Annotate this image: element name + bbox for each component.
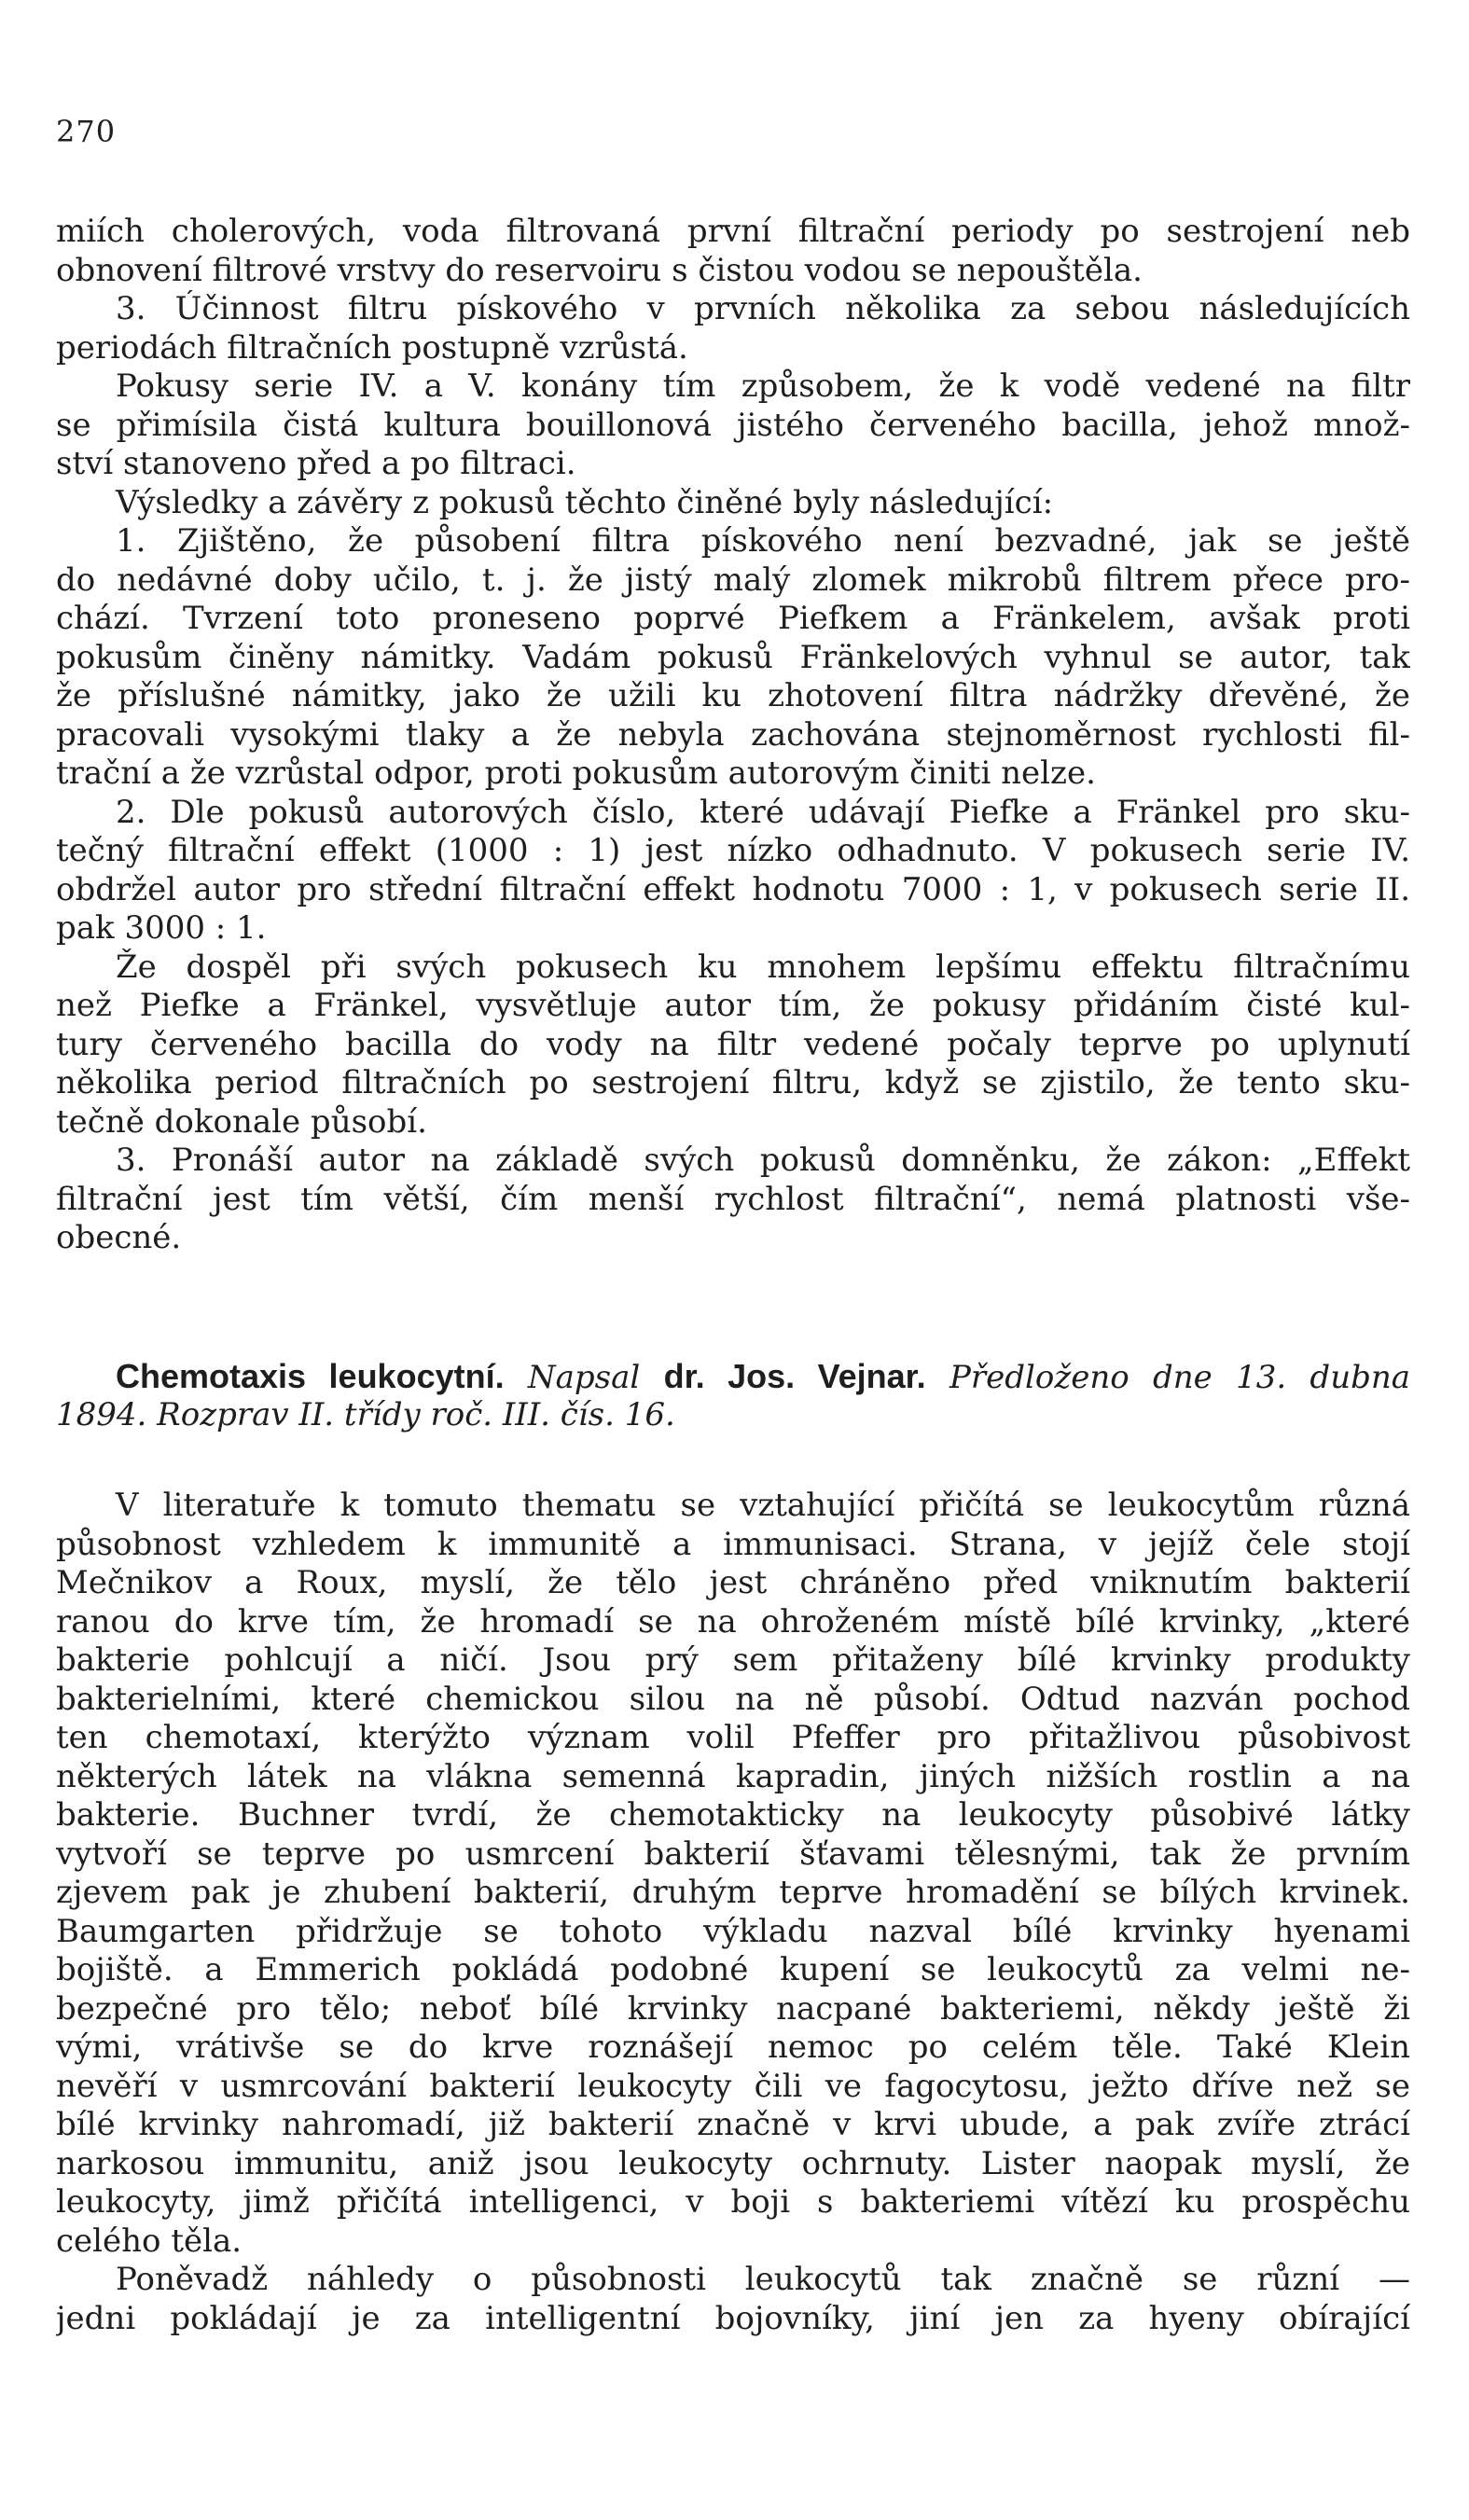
text-line: bakterielními, které chemickou silou na ně působí. Odtud nazván pochod xyxy=(56,1680,1410,1718)
text-line: Pokusy serie IV. a V. konány tím způsobem, že k vodě vedené na filtr xyxy=(116,367,1410,405)
text-line: Mečnikov a Roux, myslí, že tělo jest chráněno před vniknutím bakterií xyxy=(56,1564,1410,1601)
text-line: 2. Dle pokusů autorových číslo, které udávají Piefke a Fränkel pro sku- xyxy=(116,793,1410,831)
article-continuation xyxy=(56,213,1410,1258)
text-line: Poněvadž náhledy o působnosti leukocytů tak značně se různí — xyxy=(116,2261,1410,2298)
text-line: vými, vrátivše se do krve roznášejí nemoc po celém těle. Také Klein xyxy=(56,2028,1410,2066)
text-line: obdržel autor pro střední filtrační effekt hodnotu 7000 : 1, v pokusech serie II. xyxy=(56,870,1410,908)
text-line: tečně dokonale působí. xyxy=(56,1102,427,1141)
text-line: periodách filtračních postupně vzrůstá. xyxy=(56,328,688,367)
text-line: bakterie pohlcují a ničí. Jsou prý sem přitaženy bílé krvinky produkty xyxy=(56,1641,1410,1679)
article-body xyxy=(56,1487,1410,2338)
article-heading-line-1 xyxy=(56,1357,1410,1396)
article-chemotaxis xyxy=(56,1357,1410,2338)
text-line: narkosou immunitu, aniž jsou leukocyty ochrnuty. Lister naopak myslí, že xyxy=(56,2144,1410,2182)
text-line: obecné. xyxy=(56,1219,182,1256)
article-title: Chemotaxis leukocytní. xyxy=(116,1357,505,1395)
text-line: některých látek na vlákna semenná kapradin, jiných nižších rostlin a na xyxy=(56,1757,1410,1795)
text-line: tečný filtrační effekt (1000 : 1) jest nízko odhadnuto. V pokusech serie IV. xyxy=(56,832,1410,869)
text-line: 3. Pronáší autor na základě svých pokusů domněnku, že zákon: „Effekt xyxy=(116,1142,1410,1179)
text-line: 3. Účinnost filtru pískového v prvních několika za sebou následujících xyxy=(116,290,1410,327)
text-line: leukocyty, jimž přičítá intelligenci, v boji s bakteriemi vítězí ku prospěchu xyxy=(56,2183,1410,2221)
text-line: bojiště. a Emmerich pokládá podobné kupení se leukocytů za velmi ne- xyxy=(56,1951,1410,1988)
author-prefix: Napsal xyxy=(527,1359,641,1396)
text-line: Výsledky a závěry z pokusů těchto činěné byly následující: xyxy=(116,483,1054,521)
text-line: nevěří v usmrcování bakterií leukocyty čili ve fagocytosu, ježto dříve než se xyxy=(56,2067,1410,2105)
text-line: trační a že vzrůstal odpor, proti pokusům autorovým činiti nelze. xyxy=(56,755,1096,792)
presented-date: Předloženo dne 13. dubna xyxy=(949,1359,1410,1396)
text-line: ství stanoveno před a po filtraci. xyxy=(56,445,576,482)
text-line: zjevem pak je zhubení bakterií, druhým teprve hromadění se bílých krvinek. xyxy=(56,1874,1410,1911)
text-line: celého těla. xyxy=(56,2222,243,2260)
text-line: ten chemotaxí, kterýžto význam volil Pfeffer pro přitažlivou působivost xyxy=(56,1719,1410,1756)
text-line: se přimísila čistá kultura bouillonová jistého červeného bacilla, jehož množ- xyxy=(56,406,1410,444)
text-line: obnovení filtrové vrstvy do reservoiru s čistou vodou se nepouštěla. xyxy=(56,251,1143,289)
text-line: bílé krvinky nahromadí, již bakterií značně v krvi ubude, a pak zvíře ztrácí xyxy=(56,2106,1410,2143)
text-line: Baumgarten přidržuje se tohoto výkladu nazval bílé krvinky hyenami xyxy=(56,1912,1410,1950)
text-line: Že dospěl při svých pokusech ku mnohem lepšímu effektu filtračnímu xyxy=(116,948,1410,986)
text-line: bakterie. Buchner tvrdí, že chemotakticky na leukocyty působivé látky xyxy=(56,1796,1410,1834)
page-number: 270 xyxy=(56,114,117,149)
text-line: jedni pokládají je za intelligentní bojovníky, jiní jen za hyeny obírající xyxy=(56,2299,1410,2337)
text-line: několika period filtračních po sestrojení filtru, když se zjistilo, že tento sku- xyxy=(56,1064,1410,1101)
text-line: 1. Zjištěno, že působení filtra pískového není bezvadné, jak se ještě xyxy=(116,522,1410,560)
text-line: ranou do krve tím, že hromadí se na ohroženém místě bílé krvinky, „které xyxy=(56,1602,1410,1641)
text-line: že příslušné námitky, jako že užili ku zhotovení filtra nádržky dřevěné, že xyxy=(56,677,1410,714)
text-line: pokusům činěny námitky. Vadám pokusů Fränkelových vyhnul se autor, tak xyxy=(56,638,1410,676)
text-line: tury červeného bacilla do vody na filtr vedené počaly teprve po uplynutí xyxy=(56,1025,1410,1063)
text-line: působnost vzhledem k immunitě a immunisaci. Strana, v jejíž čele stojí xyxy=(56,1525,1410,1563)
text-line: chází. Tvrzení toto proneseno poprvé Piefkem a Fränkelem, avšak proti xyxy=(56,600,1410,637)
text-line: vytvoří se teprve po usmrcení bakterií šťavami tělesnými, tak že prvním xyxy=(56,1835,1410,1873)
text-line: filtrační jest tím větší, čím menší rychlost filtrační“, nemá platnosti vše- xyxy=(56,1180,1410,1218)
text-line: pak 3000 : 1. xyxy=(56,909,267,947)
article-heading-line-2: 1894. Rozprav II. třídy roč. III. čís. 16. xyxy=(56,1395,675,1433)
text-line: V literatuře k tomuto thematu se vztahující přičítá se leukocytům různá xyxy=(116,1487,1410,1524)
heading-gap xyxy=(56,1434,1410,1487)
author-name: dr. Jos. Vejnar. xyxy=(663,1357,926,1395)
text-line: než Piefke a Fränkel, vysvětluje autor tím, že pokusy přidáním čisté kul- xyxy=(56,987,1410,1024)
text-line: bezpečné pro tělo; neboť bílé krvinky nacpané bakteriemi, někdy ještě ži xyxy=(56,1989,1410,2028)
text-line: do nedávné doby učilo, t. j. že jistý malý zlomek mikrobů filtrem přece pro- xyxy=(56,561,1410,599)
text-line: pracovali vysokými tlaky a že nebyla zachována stejnoměrnost rychlosti fil- xyxy=(56,715,1410,754)
text-line: miích cholerových, voda filtrovaná první filtrační periody po sestrojení neb xyxy=(56,213,1410,250)
